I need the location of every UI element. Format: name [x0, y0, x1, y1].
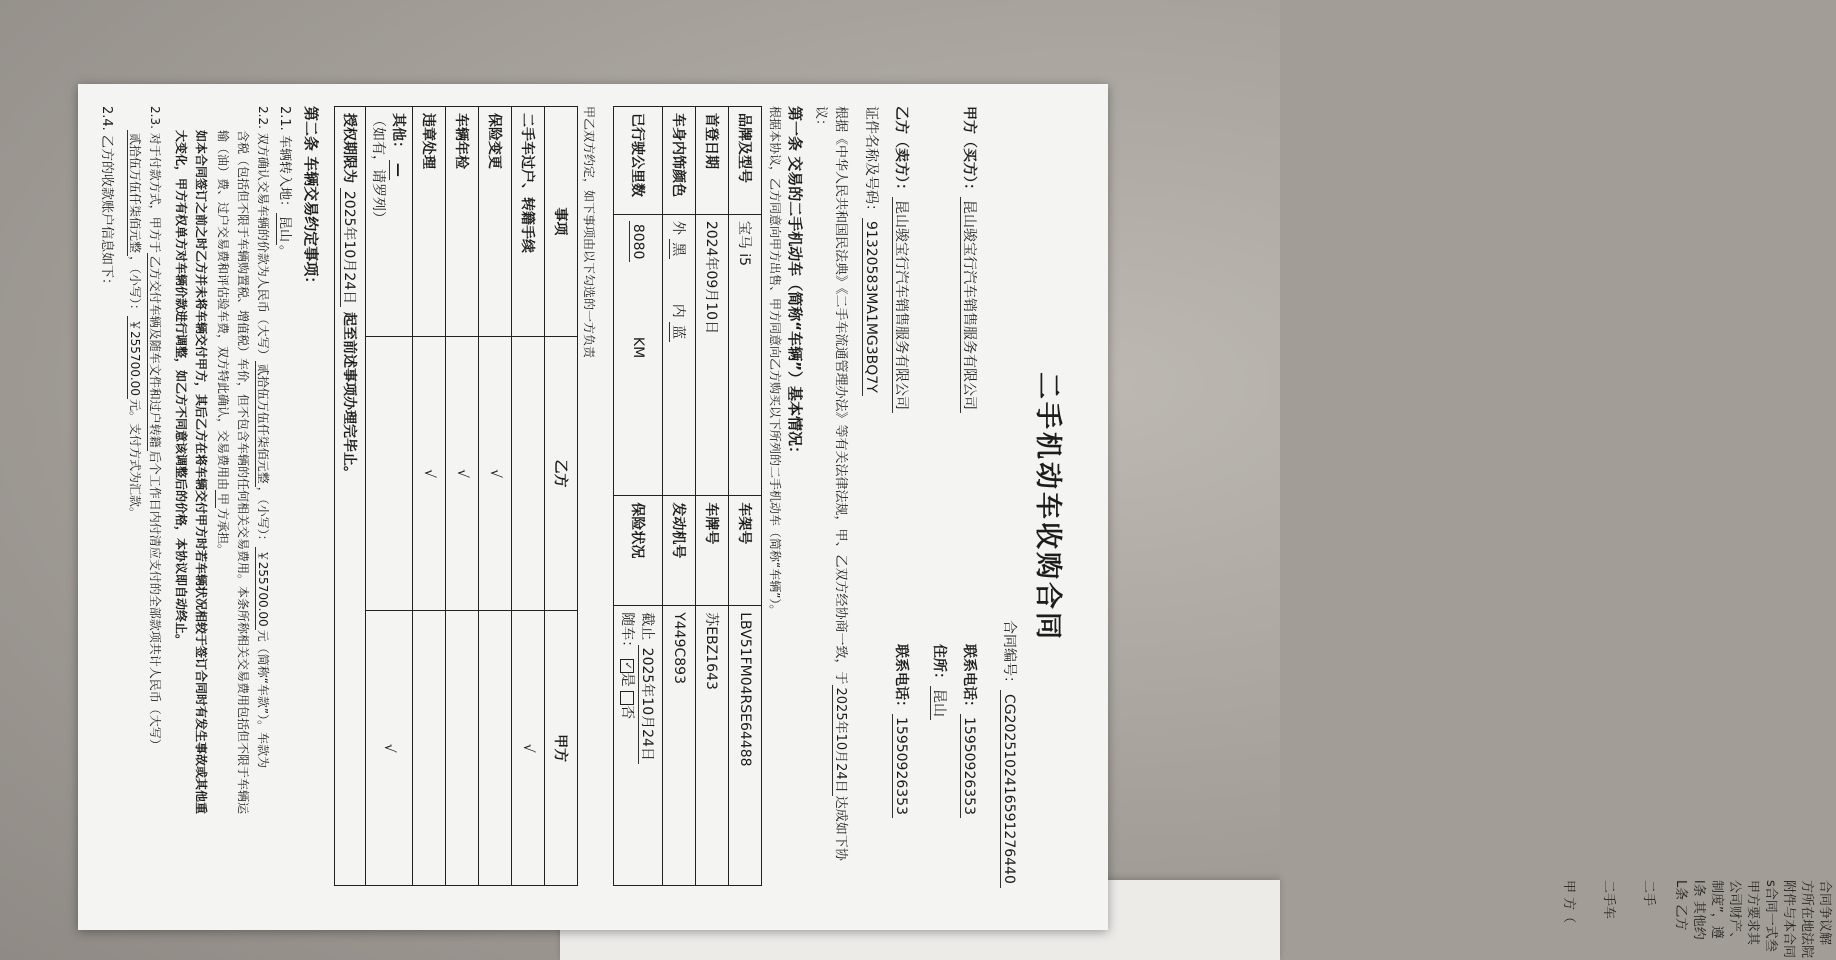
clause-text: ，（小写）：	[256, 486, 270, 547]
insurance-value	[614, 606, 663, 886]
sheet2-text: 甲方要求其	[1745, 880, 1760, 946]
agreement-date: 2025年10月24日	[832, 685, 848, 796]
authorization-period	[335, 107, 366, 886]
insurance-prefix: 截止	[639, 612, 655, 641]
preamble-tail: 达成如下协	[833, 795, 848, 861]
vin-value: LBV51FM04RSE64488	[729, 606, 762, 886]
table-row	[366, 107, 413, 886]
table-row	[335, 107, 366, 886]
sheet2-text: 甲 方（	[1561, 880, 1576, 924]
party-b-row	[892, 106, 912, 413]
col-a-header: 甲方	[545, 611, 578, 886]
table-row	[663, 107, 696, 886]
insurance-follow-label: 随车：	[619, 612, 635, 655]
table-row	[729, 107, 762, 886]
contract-number-label: 合同编号：	[1001, 620, 1017, 690]
contract-title: 二手机动车收购合同	[1032, 372, 1063, 642]
table-row	[614, 107, 663, 886]
matter-other-note: （如有，请罗列）	[370, 113, 386, 225]
clause-text: 后个工作日内付清应支付的全部款项共计人民币（大写）	[148, 450, 162, 751]
exterior-prefix: 外	[670, 220, 686, 235]
party-a-address-row	[930, 644, 950, 720]
sheet2-text: 公司财产、	[1727, 880, 1742, 946]
matter-a-mark	[413, 611, 446, 886]
table-row	[512, 107, 545, 886]
sheet2-text: s合同一式叁	[1763, 880, 1778, 952]
fee-payer: 甲	[215, 490, 230, 508]
exterior-color: 黑	[669, 239, 686, 259]
clause-text: 元（简称“车款”）。车款为	[256, 629, 270, 769]
matter-b-mark: √	[479, 336, 512, 611]
article1-title: 第一条 交易的二手机动车（简称“车辆”）基本情况：	[786, 106, 804, 461]
insurance-no: 否	[619, 705, 635, 720]
matter-a-mark	[446, 611, 479, 886]
sheet2-text: L条 乙方	[1673, 880, 1688, 931]
clause-2-2-line2: 含税（包括但不限于车辆购置税、增值税）车价，但不包含车辆的任何相关交易费用。本条所称相关交易费用包括但不限于车辆运	[236, 130, 250, 815]
clause-2-3-line2	[127, 130, 144, 519]
mileage-label: 已行驶公里数	[614, 107, 663, 215]
insurance-follow	[618, 612, 638, 879]
contract-page	[78, 84, 1108, 930]
matters-table	[334, 106, 578, 886]
clause-text: 乙方的收款账户信息如下：	[99, 134, 114, 291]
sheet2-text: 附件与本合同	[1781, 880, 1796, 959]
table-row	[696, 107, 729, 886]
brand-label: 品牌及型号	[729, 107, 762, 215]
matter-a-mark: √	[512, 611, 545, 886]
clause-number: 2.4.	[99, 106, 114, 131]
sheet2-text: 合同争议解	[1817, 880, 1832, 946]
article2-title: 第二条 车辆交易约定事项：	[302, 106, 320, 292]
reg-date-value: 2024年09月10日	[696, 214, 729, 496]
party-b-name: 昆山骏宝行汽车销售服务有限公司	[892, 197, 909, 413]
table-row	[479, 107, 512, 886]
party-a-address-label: 住所：	[931, 644, 947, 686]
mileage-number: 8080	[629, 221, 646, 263]
matter-item: 其他：	[390, 113, 406, 155]
preamble-line-2: 议：	[813, 106, 828, 133]
party-b-phone: 15950926353	[892, 714, 909, 818]
insurance-expiry	[638, 612, 658, 879]
payment-in-figures: ￥255700.00	[127, 316, 142, 399]
table-row	[413, 107, 446, 886]
clause-2-2-bold1: 如本合同签订之前之时乙方并未将车辆交付甲方，其后乙方在将车辆交付甲方时若车辆状况相较于签订合同时有发生事故或其他重	[194, 130, 208, 815]
authorization-date: 2025年10月24日	[340, 188, 357, 307]
contract-number-value: CG2025102416591276440	[1000, 690, 1017, 888]
matter-b-mark: √	[413, 336, 446, 611]
clause-text: 输（油）费、过户交易费和评估验车费，双方特此确认，交易费用由	[216, 130, 230, 491]
clause-text: ，（小写）：	[128, 256, 142, 317]
party-a-label: 甲方（买方）：	[961, 106, 977, 197]
matter-a-mark	[479, 611, 512, 886]
contract-number	[1000, 620, 1020, 888]
clause-2-3-line1	[147, 106, 164, 751]
brand-value: 宝马 i5	[729, 214, 762, 496]
article1-intro: 根据本协议，乙方同意向甲方出售、甲方同意向乙方购买以下所列的二手机动车（简称“车辆”）。	[768, 106, 782, 617]
payment-condition: 乙方交付车辆及随车文件和过户转籍	[147, 253, 162, 451]
party-b-id-label: 证件名称及号码：	[863, 106, 879, 218]
color-label: 车身内饰颜色	[663, 107, 696, 215]
clause-text: 双方确认交易车辆的价款为人民币（大写）	[256, 132, 270, 361]
interior-color: 蓝	[669, 322, 686, 342]
reg-date-label: 首登日期	[696, 107, 729, 215]
clause-text: 车辆转入地：	[277, 134, 292, 213]
authorization-label: 授权期限为	[341, 113, 357, 183]
mileage-unit: KM	[630, 336, 646, 359]
matter-other	[366, 107, 413, 337]
insurance-yes: 是	[619, 672, 635, 687]
party-b-id: 91320583MA1MG3BQ7Y	[862, 218, 879, 396]
matter-item: 二手车过户、转籍手续	[512, 107, 545, 337]
checkbox-checked-icon[interactable]: ✓	[620, 659, 634, 673]
party-a-address: 昆山	[930, 686, 947, 720]
table-row	[545, 107, 578, 886]
sheet2-text: l条 其他约	[1691, 880, 1706, 940]
preamble-line-1	[833, 106, 852, 861]
engine-value: Y449C893	[663, 606, 696, 886]
party-b-phone-row	[892, 644, 912, 818]
insurance-label: 保险状况	[614, 496, 663, 606]
party-a-phone: 15950926353	[960, 714, 977, 818]
clause-2-2-line3	[215, 130, 232, 556]
insurance-date: 2025年10月24日	[638, 645, 655, 764]
payment-in-words: 贰拾伍万伍仟柒佰元整	[127, 130, 142, 256]
matter-item: 违章处理	[413, 107, 446, 337]
clause-number: 2.3.	[148, 106, 162, 129]
color-value	[663, 214, 696, 496]
matter-b-mark	[512, 336, 545, 611]
party-b-id-row	[862, 106, 882, 396]
matter-b-mark	[366, 336, 413, 611]
contract-sheet	[78, 84, 1108, 930]
clause-2-2-line1	[255, 106, 272, 768]
sheet2-text: 方所在地法院	[1799, 880, 1814, 959]
authorization-tail: 起至前述事项办理完毕止。	[341, 312, 357, 481]
plate-label: 车牌号	[696, 496, 729, 606]
col-b-header: 乙方	[545, 336, 578, 611]
clause-text: 方承担。	[216, 508, 230, 557]
matter-item: 保险变更	[479, 107, 512, 337]
preamble-text: 根据《中华人民共和国民法典》《二手车流通管理办法》等有关法律法规，甲、乙双方经协商一致，于	[833, 106, 848, 685]
party-a-phone-label: 联系电话：	[961, 644, 977, 714]
party-b-label: 乙方（卖方）：	[893, 106, 909, 197]
col-item-header: 事项	[545, 107, 578, 337]
clause-2-2-bold2: 大变化，甲方有权单方对车辆价款进行调整，如乙方不同意该调整后的价格，本协议即自动终止。	[174, 130, 188, 647]
sheet2-text: 二手车	[1601, 880, 1616, 920]
transfer-location: 昆山	[276, 213, 292, 245]
price-in-figures: ￥255700.00	[255, 547, 270, 630]
clause-text: 对于付款方式，甲方于	[148, 132, 162, 253]
interior-prefix: 内	[670, 303, 686, 318]
matter-b-mark: √	[446, 336, 479, 611]
clause-end: 。	[277, 244, 292, 258]
clause-text: 元。支付方式为汇款。	[128, 398, 142, 519]
clause-number: 2.1.	[277, 106, 292, 131]
clause-number: 2.2.	[256, 106, 270, 129]
matter-item: 车辆年检	[446, 107, 479, 337]
vehicle-info-table	[613, 106, 762, 886]
matters-intro: 甲乙双方约定，如下事项由以下勾选的一方负责	[582, 106, 596, 359]
clause-2-4	[99, 106, 118, 291]
clause-2-1	[277, 106, 296, 258]
matter-other-value: —	[389, 160, 406, 180]
vin-label: 车架号	[729, 496, 762, 606]
party-a-name: 昆山骏宝行汽车销售服务有限公司	[960, 197, 977, 413]
plate-value: 苏EBZ1643	[696, 606, 729, 886]
sheet2-text: 制度”，遵	[1709, 880, 1724, 939]
sheet2-text: 二手	[1641, 880, 1656, 907]
party-a-phone-row	[960, 644, 980, 818]
mileage-value	[614, 214, 663, 496]
engine-label: 发动机号	[663, 496, 696, 606]
party-a-row	[960, 106, 980, 413]
table-row	[446, 107, 479, 886]
party-b-phone-label: 联系电话：	[893, 644, 909, 714]
matter-a-mark: √	[366, 611, 413, 886]
checkbox-empty-icon[interactable]	[620, 691, 634, 705]
price-in-words: 贰拾伍万伍仟柒佰元整	[255, 361, 270, 487]
